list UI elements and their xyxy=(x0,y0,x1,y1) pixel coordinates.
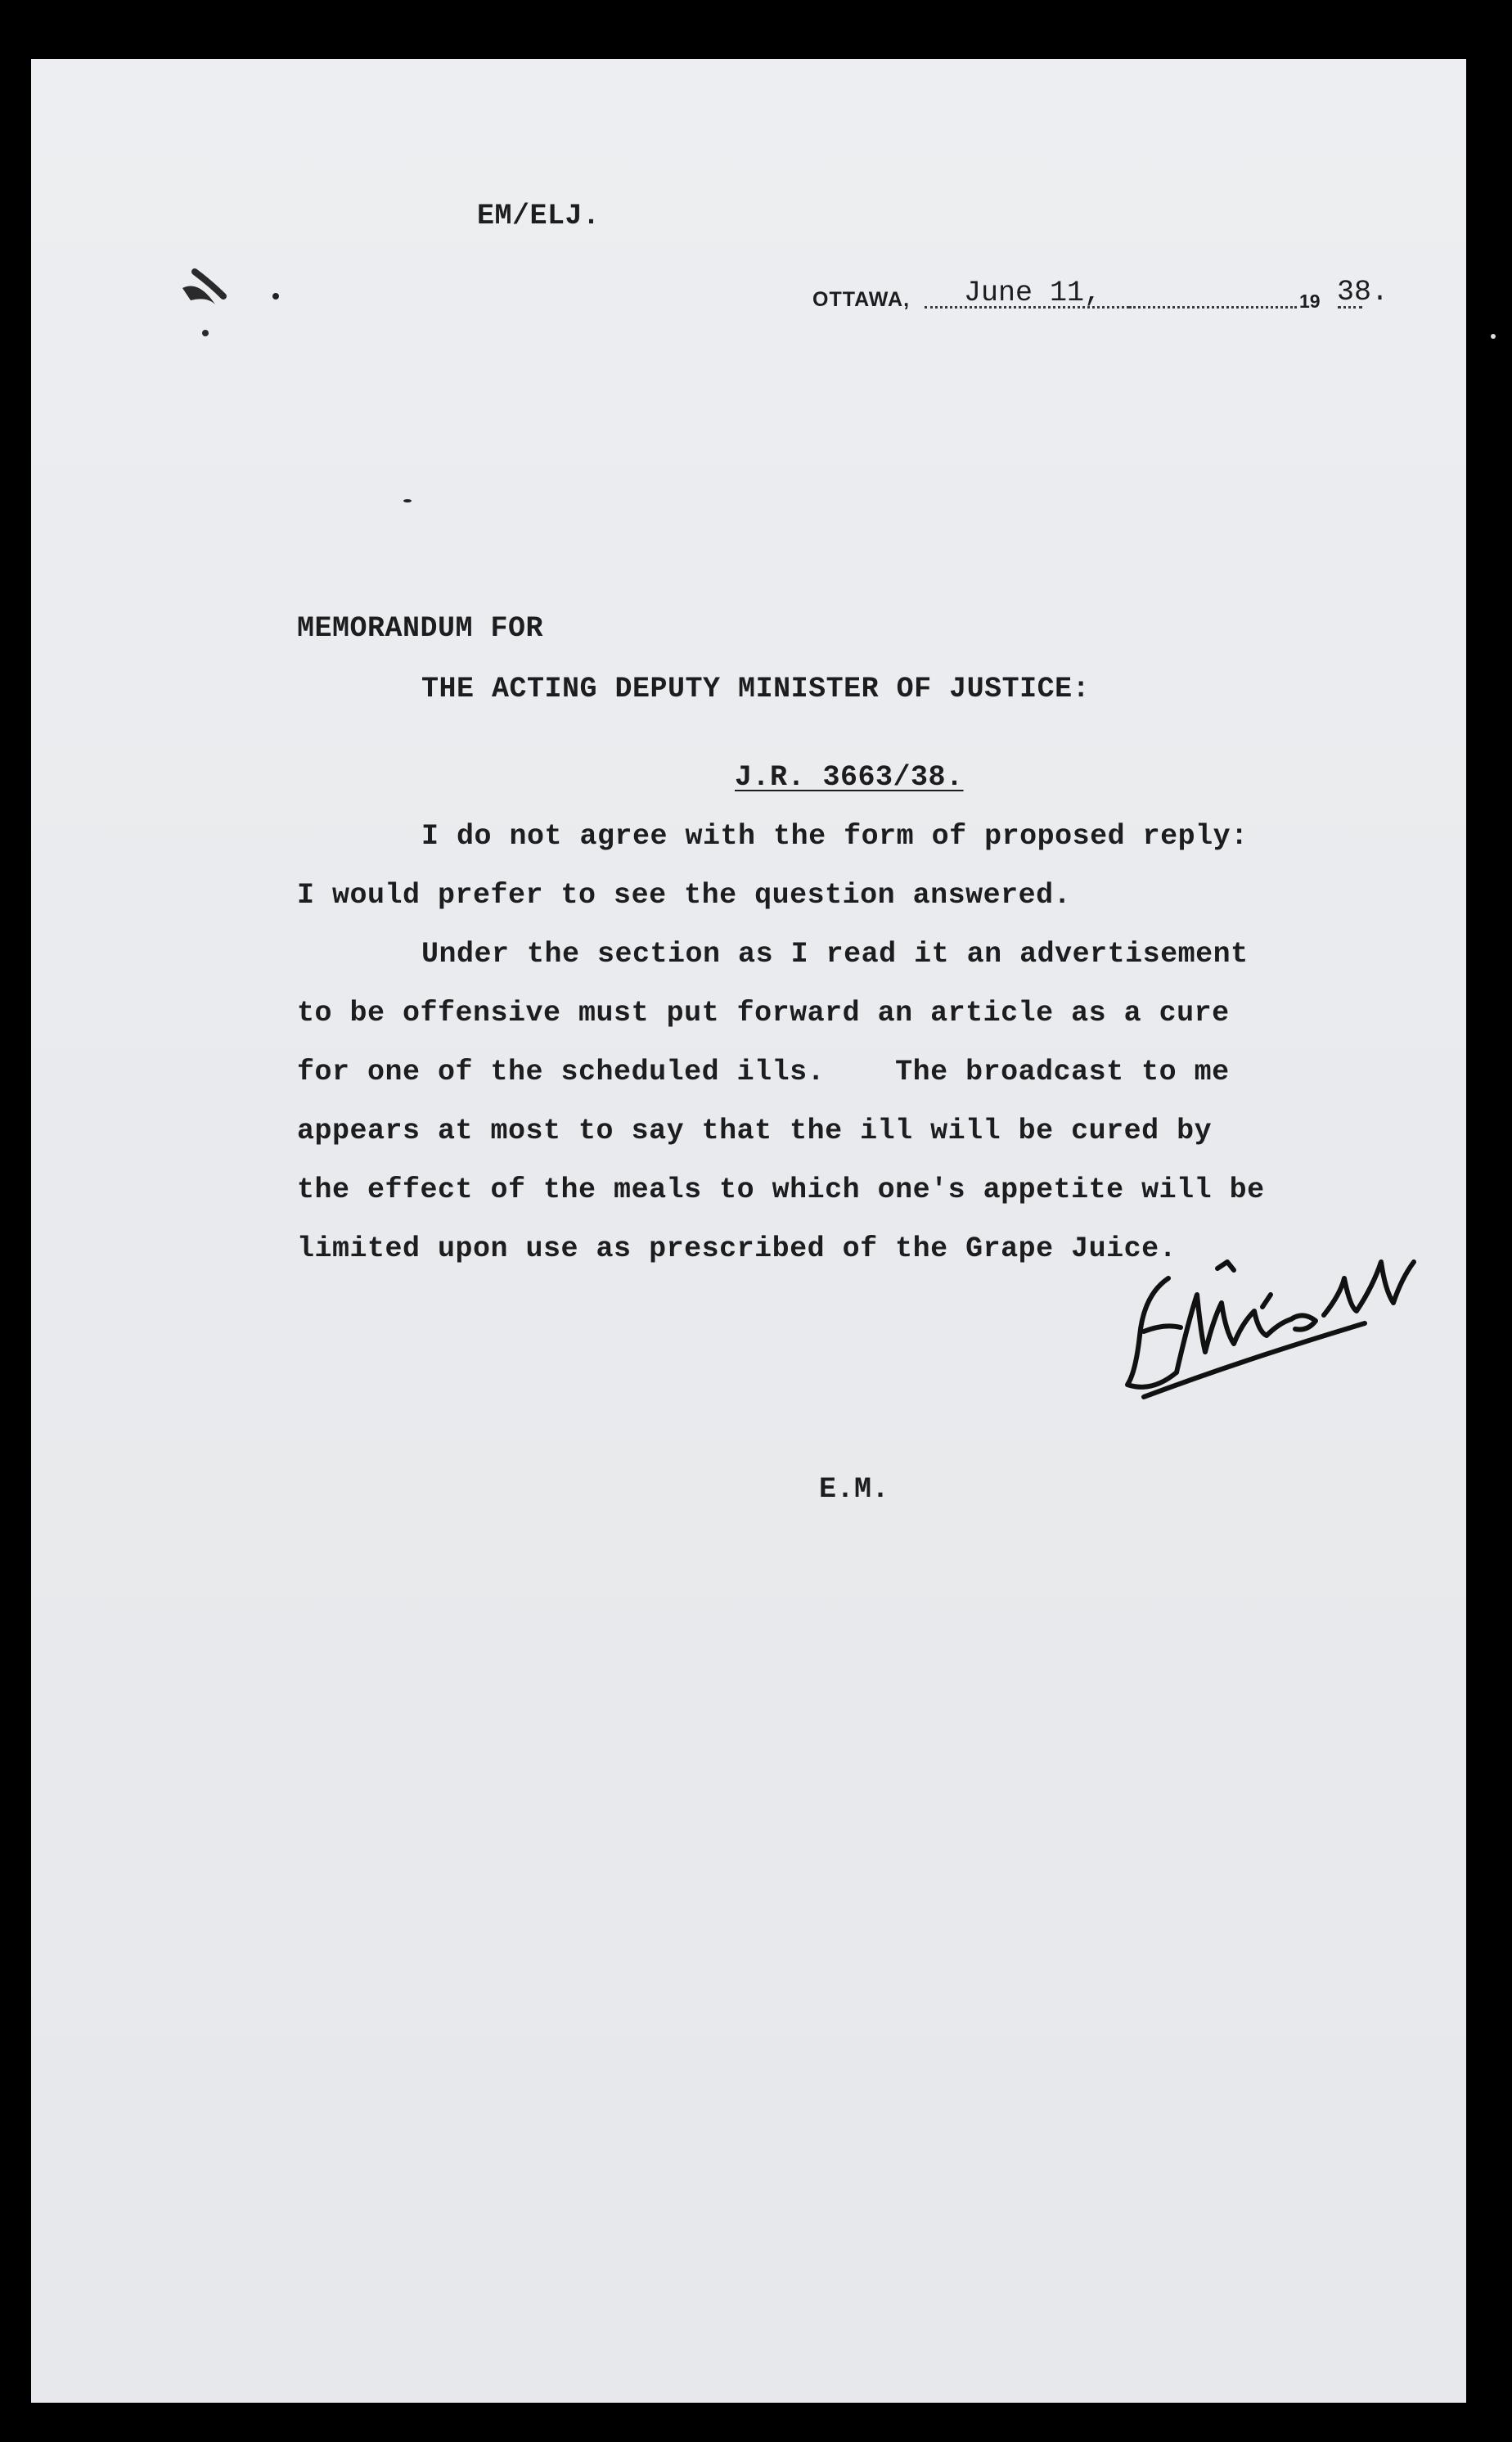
file-reference: J.R. 3663/38. xyxy=(735,761,964,794)
memo-page xyxy=(31,59,1466,2403)
body-line: I would prefer to see the question answered. xyxy=(297,879,1072,912)
year-suffix: 38. xyxy=(1337,276,1389,309)
sender-initials: E.M. xyxy=(819,1473,890,1506)
date-dotted-line xyxy=(1129,306,1297,309)
memo-heading: MEMORANDUM FOR xyxy=(297,612,544,645)
body-line: appears at most to say that the ill will be cured by xyxy=(297,1115,1213,1147)
body-line: limited upon use as prescribed of the Grape Juice. xyxy=(297,1232,1177,1265)
reference-initials: EM/ELJ. xyxy=(477,200,601,232)
ink-speck xyxy=(272,293,279,300)
body-line: the effect of the meals to which one's appetite will be xyxy=(297,1174,1265,1206)
place-label: OTTAWA, xyxy=(812,288,911,311)
memo-date: June 11, xyxy=(964,277,1102,309)
scan-speck xyxy=(1491,334,1496,339)
body-line: to be offensive must put forward an article as a cure xyxy=(297,997,1230,1030)
handwritten-signature xyxy=(1119,1229,1430,1426)
ink-speck xyxy=(403,499,412,502)
memo-addressee: THE ACTING DEPUTY MINISTER OF JUSTICE: xyxy=(421,673,1091,705)
body-line: for one of the scheduled ills. The broadcast to me xyxy=(297,1056,1230,1088)
margin-smudge xyxy=(166,223,248,354)
body-line: I do not agree with the form of proposed reply: xyxy=(421,820,1249,853)
year-prefix: 19 xyxy=(1299,291,1321,312)
body-line: Under the section as I read it an advertisement xyxy=(421,938,1249,971)
